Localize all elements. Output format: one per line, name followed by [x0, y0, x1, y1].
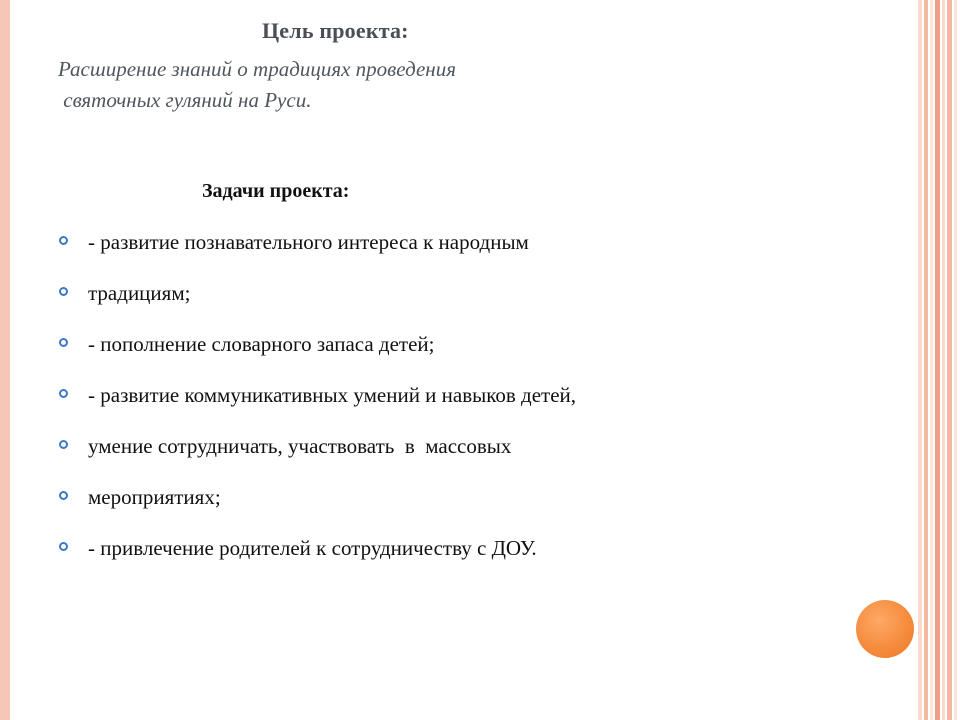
left-border-decoration: [0, 0, 10, 720]
hollow-circle-bullet-icon: [59, 542, 68, 551]
list-item: [58, 275, 576, 326]
list-item: [58, 224, 576, 275]
hollow-circle-bullet-icon: [59, 440, 68, 449]
stripe: [947, 0, 952, 720]
list-item: [58, 530, 576, 581]
hollow-circle-bullet-icon: [59, 236, 68, 245]
stripe: [918, 0, 922, 720]
stripe: [954, 0, 957, 720]
stripe: [942, 0, 945, 720]
task-text: мероприятиях;: [88, 485, 221, 509]
list-item: [58, 326, 576, 377]
hollow-circle-bullet-icon: [59, 338, 68, 347]
task-text: - привлечение родителей к сотрудничеству с ДОУ.: [88, 536, 537, 560]
task-text: - пополнение словарного запаса детей;: [88, 332, 435, 356]
task-text: традициям;: [88, 281, 191, 305]
task-text: - развитие познавательного интереса к народным: [88, 230, 529, 254]
stripe: [924, 0, 928, 720]
list-item: [58, 428, 576, 479]
goal-heading: Цель проекта:: [262, 18, 409, 43]
stripe: [935, 0, 940, 720]
goal-text: Расширение знаний о традициях проведения святочных гуляний на Руси.: [58, 57, 456, 112]
orange-circle-icon: [856, 600, 914, 658]
task-text: - развитие коммуникативных умений и навыков детей,: [88, 383, 577, 407]
hollow-circle-bullet-icon: [59, 389, 68, 398]
stripe: [930, 0, 933, 720]
tasks-heading: Задачи проекта:: [202, 180, 350, 202]
right-stripes-decoration: [918, 0, 960, 720]
hollow-circle-bullet-icon: [59, 287, 68, 296]
hollow-circle-bullet-icon: [59, 491, 68, 500]
list-item: [58, 479, 576, 530]
list-item: [58, 377, 576, 428]
task-text: умение сотрудничать, участвовать в массовых: [88, 434, 512, 458]
tasks-list: [58, 224, 576, 581]
